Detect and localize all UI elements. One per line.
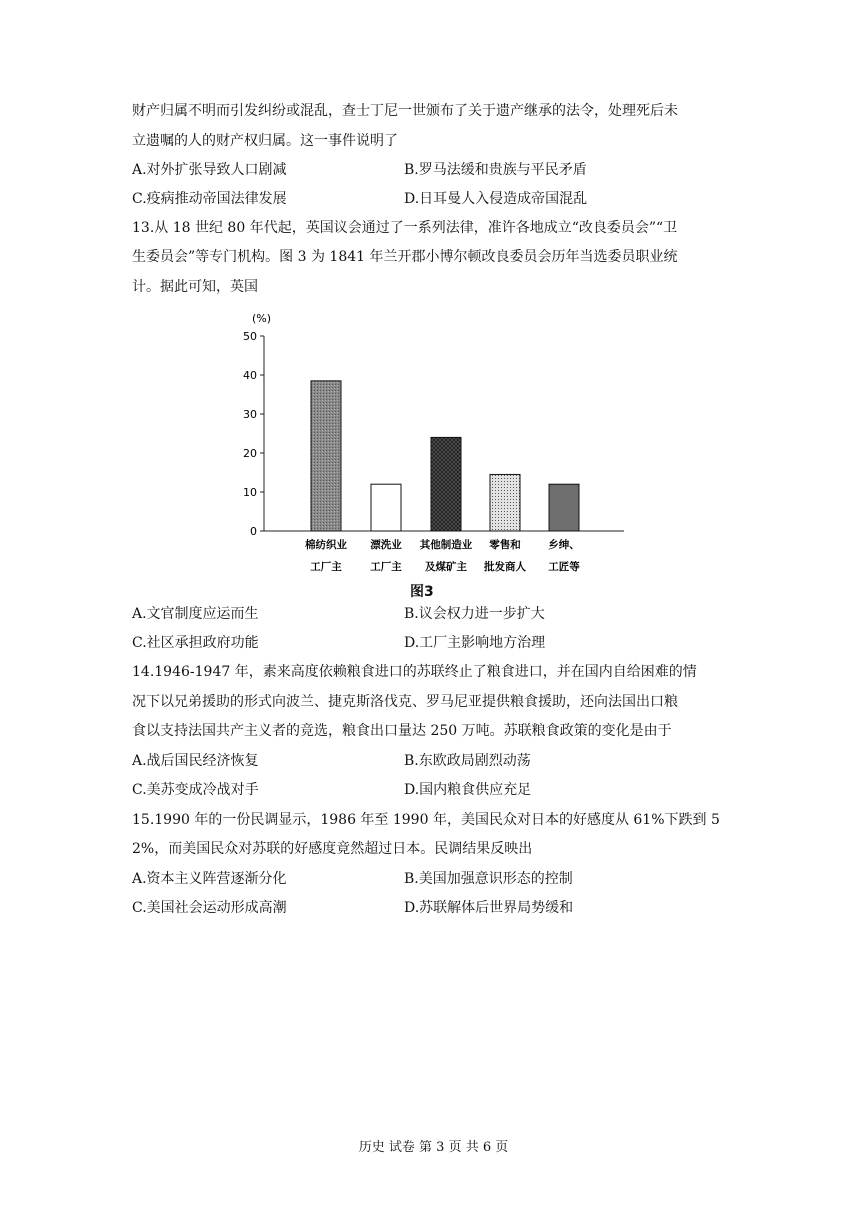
x-category-label: 漂洗业 xyxy=(370,539,402,551)
x-category-label: 乡绅、 xyxy=(548,539,580,551)
q15-option-b: B.美国加强意识形态的控制 xyxy=(404,871,573,887)
q12-option-b: B.罗马法缓和贵族与平民矛盾 xyxy=(404,162,587,178)
bar-5 xyxy=(549,484,579,531)
q15-text-line2: 2%，而美国民众对苏联的好感度竟然超过日本。民调结果反映出 xyxy=(132,841,533,857)
y-tick-label: 20 xyxy=(243,447,257,460)
q15-option-c: C.美国社会运动形成高潮 xyxy=(132,900,287,916)
page-footer: 历史 试卷 第 3 页 共 6 页 xyxy=(358,1140,509,1155)
y-tick-label: 10 xyxy=(243,486,257,499)
q14-text-line1: 14.1946-1947 年，素来高度依赖粮食进口的苏联终止了粮食进口，并在国内自给困难的情 xyxy=(132,664,697,680)
q12-text-line1: 财产归属不明而引发纠纷或混乱，查士丁尼一世颁布了关于遗产继承的法令，处理死后未 xyxy=(132,103,678,119)
bar-chart xyxy=(230,300,630,580)
q13-option-b: B.议会权力进一步扩大 xyxy=(404,606,545,622)
q13-option-a: A.文官制度应运而生 xyxy=(132,606,259,622)
x-category-label: 棉纺织业 xyxy=(305,539,347,551)
x-category-label: 及煤矿主 xyxy=(425,561,467,573)
x-category-label: 工匠等 xyxy=(548,561,580,573)
x-category-label: 工厂主 xyxy=(310,561,342,573)
q13-option-d: D.工厂主影响地方治理 xyxy=(404,635,546,651)
figure-caption: 图3 xyxy=(410,584,434,600)
q15-option-a: A.资本主义阵营逐渐分化 xyxy=(132,871,287,887)
bar-4 xyxy=(490,474,520,531)
q13-option-c: C.社区承担政府功能 xyxy=(132,635,259,651)
q14-option-a: A.战后国民经济恢复 xyxy=(132,753,259,769)
q15-option-d: D.苏联解体后世界局势缓和 xyxy=(404,900,574,916)
q12-option-a: A.对外扩张导致人口剧减 xyxy=(132,162,287,178)
q13-text-line2: 生委员会”等专门机构。图 3 为 1841 年兰开郡小博尔顿改良委员会历年当选委员职业统 xyxy=(132,249,678,265)
q13-text-line1: 13.从 18 世纪 80 年代起，英国议会通过了一系列法律，准许各地成立“改良委员会”“卫 xyxy=(132,220,678,236)
x-category-label: 零售和 xyxy=(489,539,521,551)
q14-text-line2: 况下以兄弟援助的形式向波兰、捷克斯洛伐克、罗马尼亚提供粮食援助，还向法国出口粮 xyxy=(132,694,678,710)
bar-1 xyxy=(311,381,341,531)
q14-option-d: D.国内粮食供应充足 xyxy=(404,782,532,798)
y-axis-unit-label: (%) xyxy=(252,312,272,325)
x-category-label: 其他制造业 xyxy=(419,539,473,551)
y-tick-label: 30 xyxy=(243,408,257,421)
q15-text-line1: 15.1990 年的一份民调显示，1986 年至 1990 年，美国民众对日本的好感度从 61%下跌到 5 xyxy=(132,812,720,828)
q12-option-c: C.疫病推动帝国法律发展 xyxy=(132,191,287,207)
y-tick-label: 40 xyxy=(243,369,257,382)
x-category-label: 工厂主 xyxy=(370,561,402,573)
q12-text-line2: 立遗嘱的人的财产权归属。这一事件说明了 xyxy=(132,133,398,149)
bar-3 xyxy=(431,437,461,531)
q14-option-b: B.东欧政局剧烈动荡 xyxy=(404,753,531,769)
x-category-label: 批发商人 xyxy=(484,561,526,573)
q14-text-line3: 食以支持法国共产主义者的竞选，粮食出口量达 250 万吨。苏联粮食政策的变化是由于 xyxy=(132,723,672,739)
bar-2 xyxy=(371,484,401,531)
q14-option-c: C.美苏变成冷战对手 xyxy=(132,782,259,798)
q12-option-d: D.日耳曼人入侵造成帝国混乱 xyxy=(404,191,588,207)
q13-text-line3: 计。据此可知，英国 xyxy=(132,279,258,295)
y-tick-label: 0 xyxy=(250,525,257,538)
y-tick-label: 50 xyxy=(243,330,257,343)
